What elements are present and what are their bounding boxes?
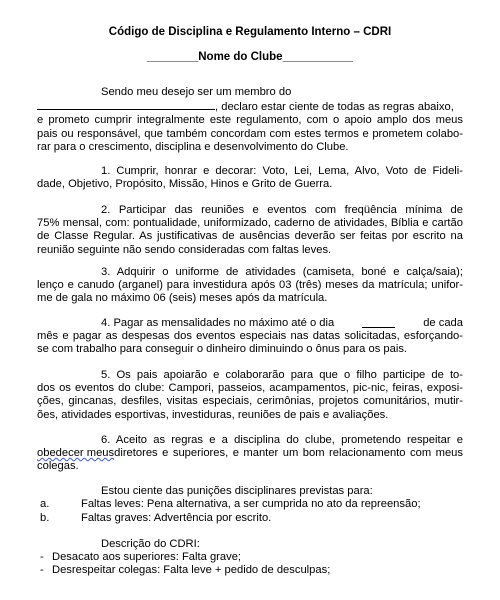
- intro-line: Sendo meu desejo ser um membro do: [101, 86, 292, 98]
- club-name-label: Nome do Clube: [198, 51, 283, 63]
- spellcheck-underlined-text: obedecer meus: [37, 447, 115, 460]
- rule-line: 1. Cumprir, honrar e decorar: Voto, Lei, Lema, Alvo, Voto de Fideli-: [101, 165, 463, 177]
- rule-4: [37, 317, 463, 357]
- rule-line: dos os eventos do clube: Campori, passeios, acampamentos, pic-nic, feiras, exposi-: [37, 382, 463, 395]
- description-item: - Desrespeitar colegas: Falta leve + pedido de desculpas;: [40, 564, 331, 576]
- rule-6: [37, 434, 463, 474]
- description-item: - Desacato aos superiores: Falta grave;: [40, 551, 242, 563]
- rule-line: dade, Objetivo, Propósito, Missão, Hinos e Grito de Guerra.: [37, 178, 333, 191]
- rule-line: lenço e canudo (arganel) para investidura após 03 (três) meses da matrícula; unifor-: [37, 279, 463, 292]
- page-title: Código de Disciplina e Regulamento Interno – CDRI: [108, 26, 392, 38]
- rule-line: reunião seguinte não sendo consideradas com faltas leves.: [37, 243, 332, 256]
- punishment-item: a. Faltas leves: Pena alternativa, a ser cumprida no ato da repreensão;: [40, 498, 421, 510]
- club-name-line: [0, 51, 500, 64]
- rule-line: obedecer meus diretores e superiores, e manter um bom relacionamento com meus: [37, 447, 463, 460]
- rule-2: [37, 204, 463, 257]
- rule-line: colegas.: [37, 460, 79, 473]
- rule-line: 5. Os pais apoiarão e colaborarão para que o filho participe de to-: [101, 369, 463, 381]
- rule-line: 2. Participar das reuniões e eventos com freqüência mínima de: [101, 204, 463, 216]
- club-blank-right: ___________: [282, 51, 353, 63]
- rule-line: ões, atividades esportivas, investiduras, reuniões de pais e avaliações.: [37, 408, 389, 421]
- club-blank-left: ________: [147, 51, 199, 63]
- rule-line: 75% mensal, com: pontualidade, uniformizado, caderno de atividades, Bíblia e cartão: [37, 217, 463, 230]
- intro-line: e prometo cumprir integralmente este regulamento, com o apoio amplo dos meus: [37, 114, 463, 127]
- rule-line: me de gala no máximo 06 (seis) meses após da matrícula.: [37, 292, 328, 305]
- rule-line: se com trabalho para conseguir o dinheiro diminuindo o ônus para os pais.: [37, 343, 408, 356]
- punishments-intro: Estou ciente das punições disciplinares previstas para:: [101, 485, 373, 497]
- rule-line: mês e pagar as despesas dos eventos especiais nas datas solicitadas, esforçando-: [37, 330, 463, 343]
- rule-line: 3. Adquirir o uniforme de atividades (camiseta, boné e calça/saia);: [101, 266, 463, 278]
- due-day-blank: [362, 317, 395, 328]
- member-name-blank: [37, 99, 215, 110]
- rule-line: de Classe Regular. As justificativas de ausências deverão ser feitas por escrito na: [37, 230, 463, 243]
- punishment-item: b. Faltas graves: Advertência por escrito.: [40, 512, 272, 524]
- rule-line: ções, gincanas, desfiles, visitas especiais, cerimônias, projetos comunitários, mutir-: [37, 395, 463, 408]
- rule-5: [37, 369, 463, 422]
- intro-line: rar para o crescimento, disciplina e desenvolvimento do Clube.: [37, 140, 349, 153]
- rule-3: [37, 266, 463, 306]
- intro-line: pais ou responsável, que também concordam com estes termos e prometem colabo-: [37, 127, 463, 140]
- rule-line: 4. Pagar as mensalidades no máximo até o dia de cada: [101, 317, 463, 329]
- description-intro: Descrição do CDRI:: [101, 538, 200, 550]
- intro-line: , declaro estar ciente de todas as regras abaixo,: [37, 99, 463, 114]
- rule-line: 6. Aceito as regras e a disciplina do clube, prometendo respeitar e: [101, 434, 463, 446]
- intro-paragraph: [37, 86, 463, 154]
- rule-1: [37, 165, 463, 191]
